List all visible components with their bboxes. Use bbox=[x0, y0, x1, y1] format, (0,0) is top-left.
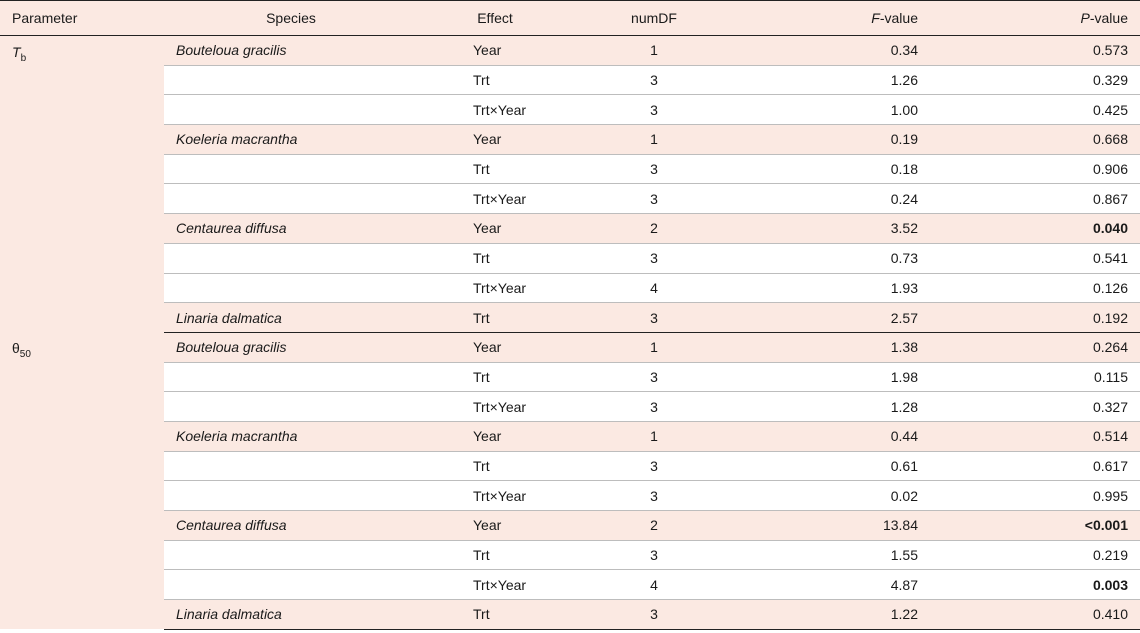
table-row bbox=[0, 600, 1140, 630]
effect-cell: Trt bbox=[418, 362, 572, 392]
numdf-cell: 3 bbox=[572, 481, 736, 511]
numdf-cell: 4 bbox=[572, 273, 736, 303]
table-row bbox=[0, 362, 1140, 392]
table-row bbox=[0, 36, 1140, 66]
numdf-cell: 2 bbox=[572, 511, 736, 541]
f-value-cell: 0.19 bbox=[736, 125, 960, 155]
effect-cell: Trt bbox=[418, 600, 572, 630]
effect-cell: Year bbox=[418, 332, 572, 362]
f-value-cell: 3.52 bbox=[736, 214, 960, 244]
p-value-cell: <0.001 bbox=[960, 511, 1140, 541]
species-cell: Linaria dalmatica bbox=[164, 600, 418, 630]
numdf-cell: 1 bbox=[572, 421, 736, 451]
effect-cell: Trt×Year bbox=[418, 95, 572, 125]
table-row bbox=[0, 392, 1140, 422]
species-cell bbox=[164, 65, 418, 95]
f-value-cell: 13.84 bbox=[736, 511, 960, 541]
effect-cell: Year bbox=[418, 125, 572, 155]
species-cell bbox=[164, 184, 418, 214]
f-value-cell: 0.73 bbox=[736, 243, 960, 273]
effect-cell: Trt bbox=[418, 540, 572, 570]
header-row bbox=[0, 1, 1140, 36]
p-value-cell: 0.668 bbox=[960, 125, 1140, 155]
species-cell: Bouteloua gracilis bbox=[164, 332, 418, 362]
species-cell: Bouteloua gracilis bbox=[164, 36, 418, 66]
table-row bbox=[0, 332, 1140, 362]
effect-cell: Trt bbox=[418, 243, 572, 273]
species-cell bbox=[164, 154, 418, 184]
parameter-symbol: T bbox=[12, 44, 21, 60]
p-value-cell: 0.617 bbox=[960, 451, 1140, 481]
p-value-cell: 0.327 bbox=[960, 392, 1140, 422]
p-value-cell: 0.003 bbox=[960, 570, 1140, 600]
effect-cell: Trt×Year bbox=[418, 273, 572, 303]
header-f-symbol: F bbox=[871, 10, 880, 26]
f-value-cell: 1.38 bbox=[736, 332, 960, 362]
effect-cell: Trt×Year bbox=[418, 392, 572, 422]
table-row bbox=[0, 481, 1140, 511]
p-value-cell: 0.192 bbox=[960, 303, 1140, 333]
effect-cell: Trt×Year bbox=[418, 184, 572, 214]
parameter-cell bbox=[0, 36, 164, 333]
p-value-cell: 0.115 bbox=[960, 362, 1140, 392]
table-body bbox=[0, 36, 1140, 630]
f-value-cell: 0.02 bbox=[736, 481, 960, 511]
p-value-cell: 0.867 bbox=[960, 184, 1140, 214]
species-cell bbox=[164, 451, 418, 481]
numdf-cell: 3 bbox=[572, 600, 736, 630]
parameter-cell bbox=[0, 332, 164, 629]
table-row bbox=[0, 125, 1140, 155]
numdf-cell: 1 bbox=[572, 36, 736, 66]
header-species: Species bbox=[164, 1, 418, 36]
f-value-cell: 0.18 bbox=[736, 154, 960, 184]
table-row bbox=[0, 451, 1140, 481]
table-row bbox=[0, 511, 1140, 541]
p-value-cell: 0.040 bbox=[960, 214, 1140, 244]
effect-cell: Year bbox=[418, 421, 572, 451]
effect-cell: Trt bbox=[418, 303, 572, 333]
p-value-cell: 0.425 bbox=[960, 95, 1140, 125]
numdf-cell: 3 bbox=[572, 303, 736, 333]
header-f-value bbox=[736, 1, 960, 36]
species-cell bbox=[164, 273, 418, 303]
effect-cell: Trt bbox=[418, 154, 572, 184]
numdf-cell: 2 bbox=[572, 214, 736, 244]
effect-cell: Trt×Year bbox=[418, 570, 572, 600]
species-cell: Koeleria macrantha bbox=[164, 421, 418, 451]
p-value-cell: 0.219 bbox=[960, 540, 1140, 570]
numdf-cell: 1 bbox=[572, 332, 736, 362]
header-p-symbol: P bbox=[1080, 10, 1090, 26]
f-value-cell: 1.28 bbox=[736, 392, 960, 422]
f-value-cell: 4.87 bbox=[736, 570, 960, 600]
f-value-cell: 1.98 bbox=[736, 362, 960, 392]
table-row bbox=[0, 95, 1140, 125]
p-value-cell: 0.514 bbox=[960, 421, 1140, 451]
parameter-subscript: b bbox=[20, 52, 27, 64]
header-p-suffix: -value bbox=[1089, 10, 1128, 26]
table-row bbox=[0, 154, 1140, 184]
numdf-cell: 4 bbox=[572, 570, 736, 600]
f-value-cell: 1.00 bbox=[736, 95, 960, 125]
numdf-cell: 3 bbox=[572, 243, 736, 273]
p-value-cell: 0.541 bbox=[960, 243, 1140, 273]
f-value-cell: 2.57 bbox=[736, 303, 960, 333]
f-value-cell: 1.55 bbox=[736, 540, 960, 570]
table-row bbox=[0, 540, 1140, 570]
numdf-cell: 3 bbox=[572, 451, 736, 481]
species-cell: Centaurea diffusa bbox=[164, 511, 418, 541]
p-value-cell: 0.126 bbox=[960, 273, 1140, 303]
parameter-subscript: 50 bbox=[19, 349, 31, 361]
header-p-value bbox=[960, 1, 1140, 36]
header-numdf: numDF bbox=[572, 1, 736, 36]
table-row bbox=[0, 184, 1140, 214]
f-value-cell: 0.24 bbox=[736, 184, 960, 214]
p-value-cell: 0.264 bbox=[960, 332, 1140, 362]
table-row bbox=[0, 570, 1140, 600]
species-cell bbox=[164, 540, 418, 570]
numdf-cell: 3 bbox=[572, 362, 736, 392]
effect-cell: Year bbox=[418, 511, 572, 541]
species-cell bbox=[164, 362, 418, 392]
f-value-cell: 1.26 bbox=[736, 65, 960, 95]
species-cell bbox=[164, 392, 418, 422]
effect-cell: Trt×Year bbox=[418, 481, 572, 511]
species-cell: Koeleria macrantha bbox=[164, 125, 418, 155]
table-row bbox=[0, 303, 1140, 333]
numdf-cell: 3 bbox=[572, 540, 736, 570]
effect-cell: Year bbox=[418, 36, 572, 66]
numdf-cell: 1 bbox=[572, 125, 736, 155]
numdf-cell: 3 bbox=[572, 65, 736, 95]
effect-cell: Year bbox=[418, 214, 572, 244]
numdf-cell: 3 bbox=[572, 154, 736, 184]
f-value-cell: 1.22 bbox=[736, 600, 960, 630]
p-value-cell: 0.995 bbox=[960, 481, 1140, 511]
f-value-cell: 0.61 bbox=[736, 451, 960, 481]
table-row bbox=[0, 243, 1140, 273]
p-value-cell: 0.329 bbox=[960, 65, 1140, 95]
f-value-cell: 0.44 bbox=[736, 421, 960, 451]
numdf-cell: 3 bbox=[572, 184, 736, 214]
species-cell bbox=[164, 243, 418, 273]
p-value-cell: 0.906 bbox=[960, 154, 1140, 184]
f-value-cell: 0.34 bbox=[736, 36, 960, 66]
header-parameter: Parameter bbox=[0, 1, 164, 36]
f-value-cell: 1.93 bbox=[736, 273, 960, 303]
species-cell bbox=[164, 570, 418, 600]
parameter-symbol: θ bbox=[12, 340, 20, 357]
species-cell bbox=[164, 95, 418, 125]
effect-cell: Trt bbox=[418, 451, 572, 481]
table-row bbox=[0, 65, 1140, 95]
table-row bbox=[0, 214, 1140, 244]
species-cell: Centaurea diffusa bbox=[164, 214, 418, 244]
p-value-cell: 0.410 bbox=[960, 600, 1140, 630]
p-value-cell: 0.573 bbox=[960, 36, 1140, 66]
species-cell bbox=[164, 481, 418, 511]
header-f-suffix: -value bbox=[879, 10, 918, 26]
table-row bbox=[0, 421, 1140, 451]
table-row bbox=[0, 273, 1140, 303]
numdf-cell: 3 bbox=[572, 392, 736, 422]
effect-cell: Trt bbox=[418, 65, 572, 95]
numdf-cell: 3 bbox=[572, 95, 736, 125]
header-effect: Effect bbox=[418, 1, 572, 36]
species-cell: Linaria dalmatica bbox=[164, 303, 418, 333]
